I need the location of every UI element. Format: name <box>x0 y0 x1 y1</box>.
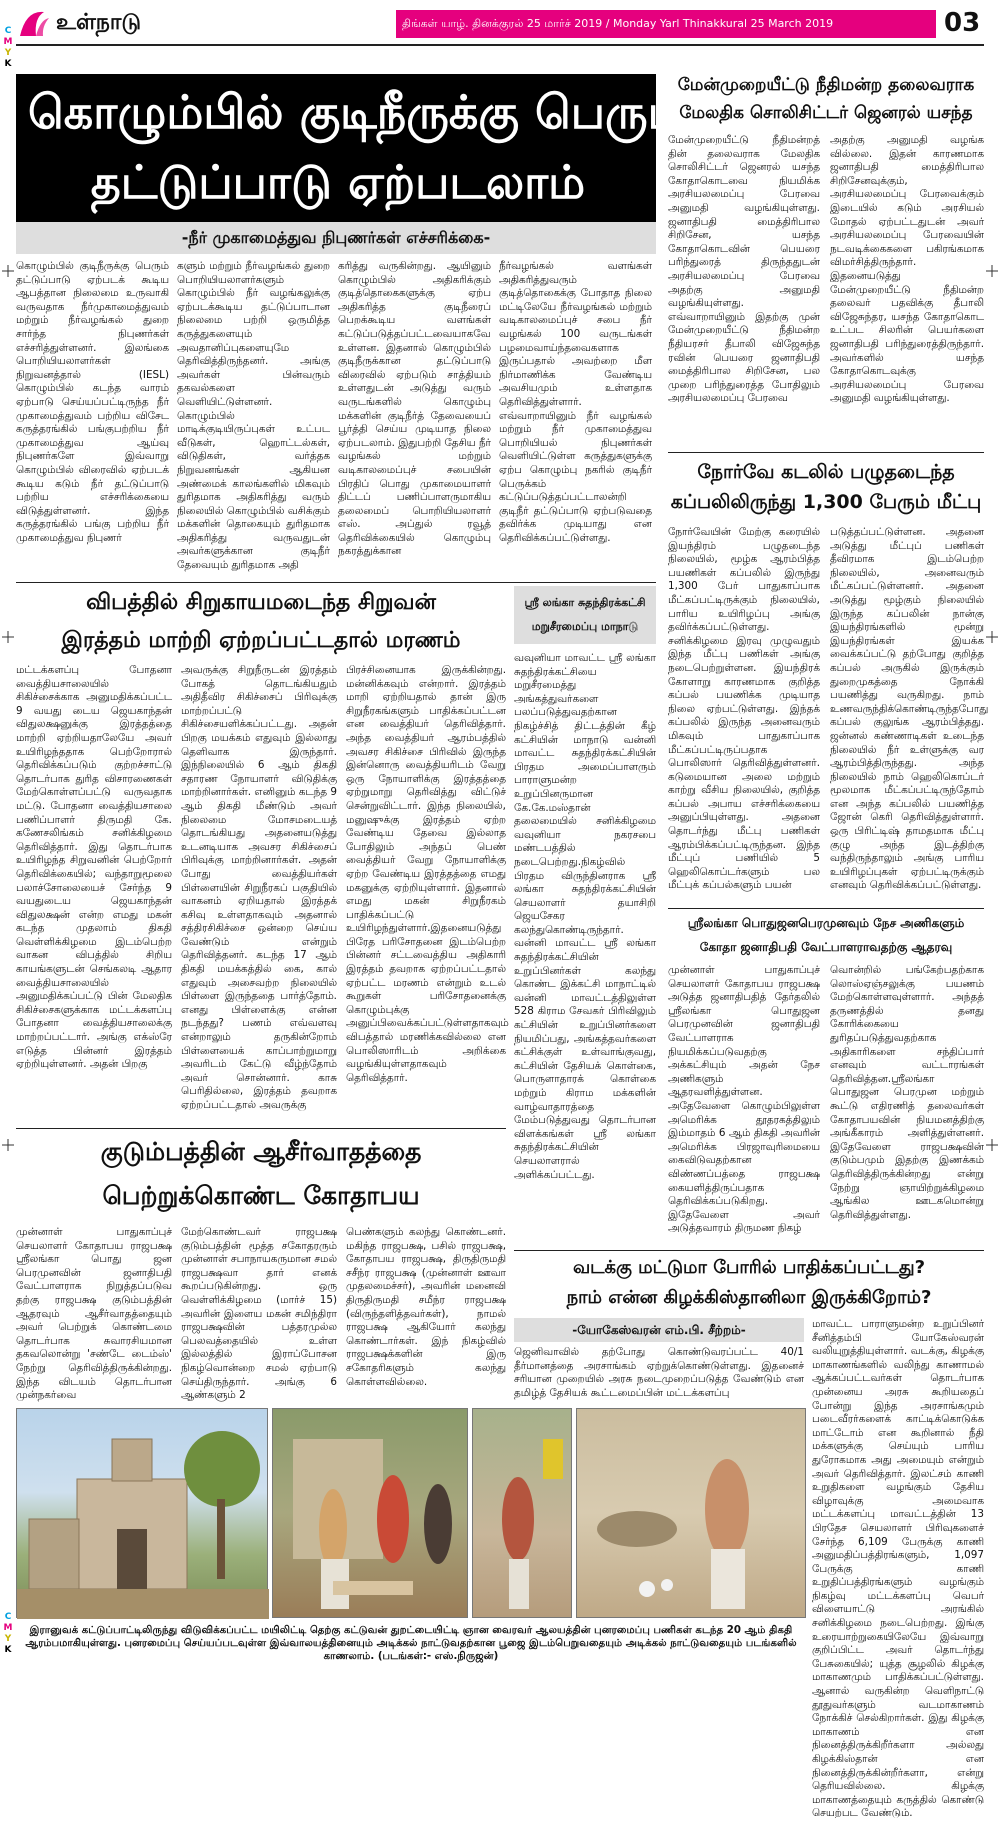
norway-headline-line2: கப்பலிலிருந்து 1,300 பேரும் மீட்பு <box>670 491 982 513</box>
norway-rule <box>668 452 984 453</box>
cj-headline-line1: மேன்முறையீட்டு நீதிமன்ற தலைவராக <box>677 75 975 95</box>
section-label: உள்நாடு <box>56 10 142 35</box>
north-headline-line2: நாம் என்ன கிழக்கிஸ்தானிலா இருக்கிறோம்? <box>566 1287 932 1308</box>
accident-column-1: மட்டக்களப்பு போதனா வைத்தியசாலையில் சிகிச்சைக்காக அனுமதிக்கப்பட்ட 9 வயது டைய ஜெயகாந்தன் விதுலக்ஷனுக்கு இரத்தத்தை மாற்றி ஏற்றியதாலேயே அவர் உயிரிழந்ததாக பெற்றோரால் தெரிவிக்கப்படும் குற்றச்சாட்டு தொடர்பாக துரித விசாரணைகள் மேற்கொள்ளப்பட்டு வருவதாக மட்டு. போதனா வைத்தியசாலை பணிப்பாளர் திருமதி கே. கணேசலிங்கம் சனிக்கிழமை தெரிவித்தார். இது தொடர்பாக உயிரிழந்த சிறுவனின் பெற்றோர் தெரிவிக்கையில்; வந்தாறுமூலை பலாச்சோலையைச் சேர்ந்த 9 வயதுடைய ஜெயகாந்தன் விதுலக்ஷன் என்ற எமது மகன் கடந்த முதலாம் திகதி வெள்ளிக்கிழமை இடம்பெற்ற வாகன விபத்தில் சிறிய காயங்களுடன் செங்கலடி ஆதார வைத்தியசாலையில் அனுமதிக்கப்பட்டு பின் மேலதிக சிகிச்சைகளுக்காக மட்டக்களப்பு போதனா வைத்தியசாலைக்கு மாற்றப்பட்டார். அங்கு எக்ஸ்ரே எடுத்த பின்னர் இரத்தம் ஏற்றியுள்ளனர். அதன் பிறகு <box>16 664 172 1071</box>
norway-column-1: நோர்வேயின் மேற்கு கரையில் இயந்திரம் பழுதடைந்த நிலையில், மூழ்க ஆரம்பித்த பயணிகள் கப்பலில் இருந்து 1,300 பேர் பாதுகாப்பாக மீட்கப்பட்டிருக்கும் நிலையில், பாரிய உயிரிழப்பு அங்கு தவிர்க்கப்பட்டுள்ளது. சனிக்கிழமை இரவு முழுவதும் இந்த மீட்பு பணிகள் அங்கு நடைபெற்றுள்ளன. இயந்திரக் கோளாறு காரணமாக குறித்த கப்பல் பயணிக்க முடியாத நிலை ஏற்பட்டுள்ளது. இந்தக் கப்பலில் இருந்த அனைவரும் மிகவும் பாதுகாப்பாக மீட்கப்பட்டிருப்பதாக பொலிஸார் தெரிவித்துள்ளனர். கடுமையான அலை மற்றும் காற்று வீசிய நிலையில், குறித்த கப்பல் அபாய எச்சரிக்கையை அனுப்பியுள்ளது. அதனை தொடர்ந்து மீட்பு பணிகள் ஆரம்பிக்கப்பட்டிருந்தன. இந்த மீட்புப் பணியில் 5 ஹெலிகொப்டர்களும் பல மீட்புக் கப்பல்களும் பயன் <box>668 526 820 892</box>
gota-column-2: மேற்கொண்டவர் ராஜபக்ஷ குடும்பத்தின் மூத்த சகோதரரும் முன்னாள் சபாநாயகருமான சமல் ராஜபக்ஷவா தார் எனக் கூறப்படுகின்றது. ஒரு வெள்ளிக்கிழமை (மார்ச் 15) அவரின் இளைய மகன் சமிந்திரா ராஜபக்ஷவின் பத்தரமுல்ல பெலவத்தையில் உள்ள இல்லத்தில் இராப்போசன நிகழ்வொன்றை சமல் ஏற்பாடு செய்திருந்தார். அங்கு 6 ஆண்களும் 2 <box>181 1226 337 1402</box>
crosshair-right-top-icon <box>986 262 998 274</box>
cj-column-1: மேன்முறையீட்டு நீதிமன்றத் தின் தலைவராக மேலதிக சொலிசிட்டர் ஜெனரல் யசந்த கோதாகொடவை நியமிக்க அரசியலமைப்பு பேரவை அனுமதி வழங்கியுள்ளது. ஜனாதிபதி மைத்திரிபால சிறிசேன, யசந்த கோதாகொடவின் பெயரை பரிந்துரைத் திருந்ததுடன் அரசியலமைப்பு பேரவை அதற்கு அனுமதி வழங்கியுள்ளது. எவ்வாறாயினும் இதற்கு முன் மேன்முறையீட்டு நீதிமன்ற நீதியரசர் தீபாலி விஜேசுந்த ரவின் பெயரை ஜனாதிபதி மைத்திரிபால சிறிசேன, பல முறை பரிந்துரைத்த போதிலும் அரசியலமைப்பு பேரவை <box>668 134 820 405</box>
support-column-1: முன்னாள் பாதுகாப்புச் செயலாளர் கோதாபய ராஜபக்ஷ அடுத்த ஜனாதிபதித் தேர்தலில் ஸ்ரீலங்கா பொதுஜன பெரமுனவின் ஜனாதிபதி வேட்பாளராக நியமிக்கப்படுவதற்கு அக்கட்சியும் அதன் நேச அணிகளும் ஆதரவளித்துள்ளன. அதேவேளை கொழும்பிலுள்ள அமெரிக்க தூதரகத்திலும் இம்மாதம் 6 ஆம் திகதி அவரின் அமெரிக்க பிரஜாவுரிமையை கைவிடுவதற்கான விண்ணப்பத்தை ராஜபக்ஷ கையளித்திருப்பதாக தெரிவிக்கப்படுகிறது. இதேவேளை அவர் அடுத்தவாரம் திருமண நிகழ் <box>668 964 820 1235</box>
north-headline-line1: வடக்கு மட்டுமா போரில் பாதிக்கப்பட்டது? <box>572 1257 926 1278</box>
crosshair-left-icon <box>2 628 14 640</box>
lead-subhead-box <box>16 222 656 254</box>
slfp-kicker-line2: மறுசீரமைப்பு மாநாடு <box>531 620 639 633</box>
support-headline-line1: ஸ்ரீலங்கா பொதுஜனபெரமுனவும் நேச அணிகளும் <box>687 916 965 930</box>
lead-column-1: கொழும்பில் குடிநீருக்கு பெரும் தட்டுப்பாடு ஏற்படக் கூடிய ஆபத்தான நிலைமை உருவாகி வருவதாக நீர்முகாமைத்துவம் மற்றும் நீர்வழங்கல் துறை சார்ந்த நிபுணர்கள் எச்சரித்துள்ளனர். இலங்கை பொறியியலாளர்கள் நிறுவனத்தால் (IESL) கொழும்பில் கடந்த வாரம் ஏற்பாடு செய்யப்பட்டிருந்த நீர் முகாமைத்துவம் பற்றிய விசேட கருத்தரங்கில் பங்குபற்றிய நீர் முகாமைத்துவ ஆய்வு நிபுணர்களே இவ்வாறு கொழும்பில் விரைவில் ஏற்படக் கூடிய கடும் நீர் தட்டுப்பாடு பற்றிய எச்சரிக்கையை விடுத்துள்ளனர். இந்த கருத்தரங்கில் பங்கு பற்றிய நீர் முகாமைத்துவ நிபுணர் <box>16 260 169 544</box>
photo-caption: இரானுவக் கட்டுப்பாட்டிலிருந்து விடுவிக்கப்பட்ட மயிலிட்டி தெற்கு கட்டுவன் துறட்டையிட்டி ஞான வைரவர் ஆலயத்தின் புனரமைப்பு பணிகள் கடந்த 20 ஆம் திகதி ஆரம்பமாகியுள்ளது. புனரமைப்பு செய்யப்படவுள்ள இவ்வாலயத்தினையும் அடிக்கல் நாட்டுவதற்கான பூஜை இடம்பெறுவதையும் அடிக்கல் நாட்டுவதையும் படங்களில் காணலாம். (படங்கள்:- எஸ்.நிருஜன்) <box>25 1625 797 1662</box>
cj-headline-line2: மேலதிக சொலிசிட்டர் ஜெனரல் யசந்த <box>679 103 973 123</box>
support-column-2: வொன்றில் பங்கேற்பதற்காக லொஸ்ஏஞ்சலுக்கு பயணம் மேற்கொள்ளவுள்ளார். அந்தத் தருணத்தில் தனது கோரிக்கையை துரிதப்படுத்துவதற்காக அதிகாரிகளை சந்திப்பார் எனவும் வட்டாரங்கள் தெரிவித்தன.ஸ்ரீலங்கா பொதுஜன பெரமுன மற்றும் கூட்டு எதிரணித் தலைவர்கள் கோதாபயவின் நியமனத்திற்கு அங்கீகாரம் அளித்துள்ளனர். இதேவேளை ராஜபக்ஷவின் குடும்பமும் இதற்கு இணக்கம் தெரிவித்திருக்கின்றது என்று நேற்று ஞாயிற்றுக்கிழமை ஆங்கில ஊடகமொன்று தெரிவித்துள்ளது. <box>830 964 984 1221</box>
digging-site-photo <box>472 1408 572 1618</box>
dateline: திங்கள் யாழ். தினக்குரல் 25 மார்ச் 2019 / Monday Yarl Thinakkural 25 March 2019 <box>402 17 834 30</box>
gota-rule <box>16 1128 506 1129</box>
foundation-stone-photo <box>576 1408 806 1618</box>
slfp-kicker-line1: ஸ்ரீ லங்கா சுதந்திரக்கட்சி <box>524 596 646 609</box>
norway-column-2: படுத்தப்பட்டுள்ளன. அதனை அடுத்து மீட்புப் பணிகள் தீவிரமாக இடம்பெற்ற நிலையில், அனைவரும் மீட்கப்பட்டுள்ளனர். அதனை அடுத்து மூழ்கும் நிலையில் இருந்த கப்பலின் நான்கு இயந்திரங்களில் மூன்று இயந்திரங்கள் இயக்க வைக்கப்பட்டு தற்போது குறித்த கப்பல் அருகில் இருக்கும் துறைமுகத்தை நோக்கி பயணித்து வருகிறது. நாம் உணவருந்திக்கொண்டிருந்தபோது கப்பல் குலுங்க ஆரம்பித்தது. ஜன்னல் கண்ணாடிகள் உடைந்த நிலையில் நீர் உள்ளுக்கு வர ஆரம்பித்திருந்தது. அந்த நிலையில் நாம் ஹெலிகொப்டர் மூலமாக மீட்கப்பட்டிருந்தோம் என அந்த கப்பலில் பயணித்த ஜோன் கெரி தெரிவித்துள்ளார். ஒரு பிரிட்டிஷ் தாமதமாக மீட்பு குழு அந்த இடத்திற்கு வந்திருந்தாலும் அங்கு பாரிய உயிரிழப்புகள் ஏற்பட்டிருக்கும் எனவும் தெரிவிக்கப்பட்டுள்ளது. <box>830 526 989 892</box>
lead-column-2: களும் மற்றும் நீர்வழங்கல் துறை பொறியியலாளர்களும் கொழும்பில் நீர் வழங்கலுக்கு ஏற்படக்கூடிய தட்டுப்பாடான நிலைமை பற்றி ஒருமித்த கருத்துகளையும் அவதானிப்புகளையுமே தெரிவித்திருந்தனர். அங்கு அவர்கள் பின்வரும் தகவல்களை வெளியிட்டுள்ளனர். கொழும்பில் மாடிக்குடியிருப்புகள் உட்பட வீடுகள், ஹொட்டல்கள், விடுதிகள், வர்த்தக நிறுவனங்கள் ஆகியன அண்மைக் காலங்களில் மிகவும் துரிதமாக அதிகரித்து வரும் நிலையில் கொழும்பில் வசிக்கும் மக்களின் தொகையும் துரிதமாக அதிகரித்து வருவதுடன் அவர்களுக்கான குடிநீர் தேவையும் துரிதமாக அதி <box>177 260 330 572</box>
crosshair-left-top-icon <box>2 262 14 274</box>
slfp-kicker-box <box>514 586 656 644</box>
cj-column-2: அதற்கு அனுமதி வழங்க வில்லை. இதன் காரணமாக ஜனாதிபதி மைத்திரிபால சிறிசேனவுக்கும், அரசியலமைப்பு பேரவைக்கும் இடையில் கடும் அரசியல் மோதல் ஏற்பட்டதுடன் அவர் அரசியலமைப்பு பேரவையின் நடவடிக்கைகளை பகிரங்கமாக விமர்சித்திருந்தார். இதனையடுத்து மேன்முறையீட்டு நீதிமன்ற தலைவர் பதவிக்கு தீபாலி விஜேசுந்தர, யசந்த கோதாகொட உட்பட சிலரின் பெயர்களை ஜனாதிபதி பரிந்துரைத்திருந்தார். அவர்களில் யசந்த கோதாகொடவுக்கு அரசியலமைப்பு பேரவை அனுமதி வழங்கியுள்ளது. <box>830 134 984 405</box>
cmyk-marker-bottom: C M Y K <box>3 1612 13 1655</box>
masthead-rule <box>16 44 984 46</box>
accident-headline-line2: இரத்தம் மாற்றி ஏற்றப்பட்டதால் மரணம் <box>61 628 461 653</box>
crosshair-right-icon <box>986 628 998 640</box>
gota-headline-line1: குடும்பத்தின் ஆசீர்வாதத்தை <box>100 1137 422 1166</box>
lead-headline-line2: தட்டுப்பாடு ஏற்படலாம் <box>90 155 586 209</box>
accident-column-3: பிரச்சினையாக இருக்கின்றது. மன்னிக்கவும் என்றார். இரத்தம் மாறி ஏற்றியதால் தான் இரு சிறுநீரகங்களும் பாதிக்கப்பட்டன என வைத்தியர் தெரிவித்தார். அந்த வைத்தியர் ஆரம்பத்தில் அவசர சிகிச்சை பிரிவில் இருந்த இன்னொரு வைத்தியரிடம் வேறு ஒரு நோயாளிக்கு இரத்தத்தை ஏற்றுமாறு தெரிவித்து விட்டுச் சென்றுவிட்டார். இந்த நிலையில், மனுஷுக்கு இரத்தம் ஏற்ற வேண்டிய தேவை இல்லாத போதிலும் அந்தப் பெண் வைத்தியர் வேறு நோயாளிக்கு ஏற்ற வேண்டிய இரத்தத்தை எமது மகனுக்கு ஏற்றியுள்ளார். இதனால் எமது மகன் சிறுநீரகம் பாதிக்கப்பட்டு உயிரிழந்துள்ளார்.இதனையடுத்து பிரேத பரிசோதனை இடம்பெற்ற பின்னர் சட்டவைத்திய அதிகாரி இரத்தம் தவறாக ஏற்றப்பட்டதால் ஏற்பட்ட மரணம் என்றும் உடல் கூறுகள் பரிசோதனைக்கு கொழும்புக்கு அனுப்பிவைக்கப்பட்டுள்ளதாகவும் விபத்தால் மரணிக்கவில்லை என பொலிஸாரிடம் அறிக்கை வழங்கியுள்ளதாகவும் தெரிவித்தார். <box>346 664 509 1084</box>
masthead <box>0 0 1000 46</box>
lead-subhead: -நீர் முகாமைத்துவ நிபுணர்கள் எச்சரிக்கை- <box>181 228 491 247</box>
lead-headline-box <box>16 74 685 222</box>
north-rule <box>514 1250 984 1251</box>
lead-column-3: கரித்து வருகின்றது. ஆயினும் கொழும்பில் அதிகரிக்கும் குடித்தொகைகளுக்கு ஏற்ப அதிகரித்த குடிநீரைப் பெறக்கூடிய வளங்கள் கட்டுப்படுத்தப்பட்டவையாகவே உள்ளன. இதனால் கொழும்பில் குடிநீருக்கான தட்டுப்பாடு விரைவில் ஏற்படும் சாத்தியம் உள்ளதுடன் அடுத்து வரும் வருடங்களில் கொழும்பு மக்களின் குடிநீர்த் தேவையைப் பூர்த்தி செய்ய முடியாத நிலை ஏற்படலாம். இதுபற்றி தேசிய நீர் வழங்கல் மற்றும் வடிகாலமைப்புச் சபையின் பிரதிப் பொது முகாமையாளர் திட்டப் பணிப்பாளருமாகிய தலைமைப் பொறியியலாளர் எஸ். அப்துல் ரவூத் தெரிவிக்கையில் கொழும்பு நகரத்துக்கான <box>338 260 491 558</box>
crosshair-right-bottom-icon <box>986 1136 998 1148</box>
slfp-body: வவுனியா மாவட்ட ஸ்ரீ லங்கா சுதந்திரக்கட்சியை மறுசீரமைத்து அங்கத்துவர்களை பலப்படுத்துவதற்கான நிகழ்ச்சித் திட்டத்தின் கீழ் கட்சியின் மாநாடு வன்னி மாவட்ட சுதந்திரக்கட்சியின் பிரதம அமைப்பாளரும் பாராளுமன்ற உறுப்பினருமான கே.கே.மஸ்தான் தலைமையில் சனிக்கிழமை வவுனியா நகரசபை மண்டபத்தில் நடைபெற்றது.நிகழ்வில் பிரதம விருந்தினராக ஸ்ரீ லங்கா சுதந்திரக்கட்சியின் செயலாளர் தயாசிறி ஜெயசேகர கலந்துகொண்டிருந்தார். வன்னி மாவட்ட ஸ்ரீ லங்கா சுதந்திரக்கட்சியின் உறுப்பினர்கள் கலந்து கொண்ட இக்கட்சி மாநாட்டில் வன்னி மாவட்டத்திலுள்ள 528 கிராம சேவகர் பிரிவிலும் கட்சியின் உறுப்பினர்களை நியமிப்பது, அங்கத்தவர்களை கட்சிக்குள் உள்வாங்குவது, கட்சியின் தேசியக் கொள்கை, பொருளாதாரக் கொள்கை மற்றும் கிராம மக்களின் வாழ்வாதாரத்தை மேம்படுத்துவது தொடர்பான விளக்கங்கள் ஸ்ரீ லங்கா சுதந்திரக்கட்சியின் செயலாளரால் அளிக்கப்பட்டது. <box>514 652 656 1181</box>
north-intro: ஜெனிவாவில் தற்போது கொண்டுவரப்பட்ட 40/1 தீர்மானத்தை அரசாங்கம் ஏற்றுக்கொண்டுள்ளது. இதனைச் சரியான முறையில் அரசு நடைமுறைப்படுத்த வேண்டும் என தமிழ்த் தேசியக் கூட்டமைப்பின் மட்டக்களப்பு <box>514 1346 804 1399</box>
accident-headline-line1: விபத்தில் சிறுகாயமடைந்த சிறுவன் <box>86 590 436 615</box>
north-byline: -யோகேஸ்வரன் எம்.பி. சீற்றம்- <box>572 1323 746 1337</box>
north-side-column: மாவட்ட பாராளுமன்ற உறுப்பினர் சீனித்தம்பி யோகேஸ்வரன் வலியுறுத்தியுள்ளார். வடக்கு, கிழக்கு மாகாணங்களில் வலிந்து காணாமல் ஆக்கப்பட்டவர்கள் தொடர்பாக முன்னைய அரசு கூறியதைப் போன்று இந்த அரசாங்கமும் படைவீரர்களைக் காட்டிக்கொடுக்க மாட்டோம் என கூறினால் நீதி மக்களுக்கு செய்யும் பாரிய துரோகமாக அது அமையும் என்றும் அவர் தெரிவித்தார். இலட்சம் காணி உறுதிகளை வழங்கும் தேசிய விழாவுக்கு அமைவாக மட்டக்களப்பு மாவட்டத்தின் 13 பிரதேச செயலாளர் பிரிவுகளைச் சேர்ந்த 6,109 பேருக்கு காணி அனுமதிப்பத்திரங்களும், 1,097 பேருக்கு காணி உறுதிப்பத்திரங்களும் வழங்கும் நிகழ்வு மட்டக்களப்பு வெபர் விளையாட்டு அரங்கில் சனிக்கிழமை நடைபெற்றது. இங்கு உரையாற்றுகையிலேயே இவ்வாறு குறிப்பிட்ட அவர் தொடர்ந்து பேசுகையில்; யுத்த சூழலில் கிழக்கு மாகாணமும் பாதிக்கப்பட்டுள்ளது. ஆனால் வருகின்ற வெளிநாட்டு தூதுவர்களும் வடமாகாணம் நோக்கிச் செல்கிறார்கள். இது கிழக்கு மாகாணம் என நினைத்திருக்கிறீர்களா அல்லது கிழக்கிஸ்தான் என நினைத்திருக்கின்றீர்களா, என்று தெரியவில்லை. கிழக்கு மாகாணத்தையும் கருத்தில் கொண்டு செயற்பட வேண்டும். <box>812 1318 984 1820</box>
lead-column-4: நீர்வழங்கல் வளங்கள் அதிகரித்துவரும் குடித்தொகைக்கு போதாத நிலை மட்டிலேயே நீர்வழங்கல் மற்றும் வடிகாலமைப்புச் சபை நீர் வழங்கல் 100 வருடங்கள் பழமைவாய்ந்தவைகளாக இருப்பதால் அவற்றை மீள நிர்மாணிக்க வேண்டிய அவசியமும் உள்ளதாக தெரிவித்துள்ளார். எவ்வாறாயினும் நீர் வழங்கல் மற்றும் நீர் முகாமைத்துவ பொறியியல் நிபுணர்கள் வெளியிட்டுள்ள கருத்துகளுக்கு ஏற்ப கொழும்பு நகரில் குடிநீர் பெருக்கம் கட்டுப்படுத்தப்பட்டாலன்றி குடிநீர் தட்டுப்பாடு ஏற்படுவதை தவிர்க்க முடியாது என தெரிவிக்கப்பட்டுள்ளது. <box>499 260 652 544</box>
north-byline-box <box>514 1318 804 1342</box>
cmyk-marker-top: C M Y K <box>3 26 13 69</box>
support-rule <box>668 908 984 909</box>
crosshair-left-bottom-icon <box>2 1136 14 1148</box>
dateline-bar <box>396 10 936 38</box>
newspaper-logo-icon <box>16 6 52 40</box>
gota-headline-line2: பெற்றுக்கொண்ட கோதாபய <box>102 1181 420 1210</box>
accident-column-2: அவருக்கு சிறுநீருடன் இரத்தம் போகத் தொடங்கியதும் அதிதீவிர சிகிச்சைப் பிரிவுக்கு மாற்றப்பட்டு சிகிச்சையளிக்கப்பட்டது. அதன் பிறகு மயக்கம் எதுவும் இல்லாது தெளிவாக இருந்தார். இந்நிலையில் 6 ஆம் திகதி சதாரண நோயாளர் விடுதிக்கு மாற்றினார்கள். எனினும் கடந்த 9 ஆம் திகதி மீண்டும் அவர் நிலைமை மோசமடையத் தொடங்கியது அதனையடுத்து உடனடியாக அவசர சிகிச்சைப் பிரிவுக்கு மாற்றினார்கள். அதன் போது வைத்தியர்கள் பிள்ளையின் சிறுநீரகப் பகுதியில் வாகனம் ஏறியதால் இரத்தக் கசிவு உள்ளதாகவும் அதனால் சத்திரசிகிச்சை ஒன்றை செய்ய வேண்டும் என்றும் தெரிவித்தனர். கடந்த 17 ஆம் திகதி மயக்கத்தில் கை, கால் எதுவும் அசைவற்ற நிலையில் பிள்ளை இருந்ததை பார்த்தோம். எனது பிள்ளைக்கு என்ன நடந்தது? பணம் எவ்வளவு என்றாலும் தருகின்றோம் பிள்ளையைக் காப்பாற்றுமாறு அவரிடம் கேட்டு வீழ்ந்தோம் அவர் சொன்னார். காசு பெரிதில்லை, இரத்தம் தவறாக ஏற்றப்பட்டதால் அவருக்கு <box>181 664 337 1111</box>
support-headline-line2: கோதா ஜனாதிபதி வேட்பாளராவதற்கு ஆதரவு <box>699 940 953 954</box>
accident-rule <box>16 582 656 583</box>
temple-ruins-photo <box>16 1408 268 1618</box>
page-number: 03 <box>944 8 981 38</box>
gota-column-1: முன்னாள் பாதுகாப்புச் செயலாளர் கோதாபய ராஜபக்ஷ ஸ்ரீலங்கா பொது ஜன பெரமுனவின் ஜனாதிபதி வேட்பாளராக நிறுத்தப்படுவ தற்கு ராஜபக்ஷ குடும்பத்தின் ஆதரவும் ஆசீர்வாதத்தையும் அவர் பெற்றுக் கொண்டமை தொடர்பாக சுவாரசியமான தகவலொன்று 'சண்டே டைம்ஸ்' நேற்று தெரிவித்திருக்கின்றது. இந்த விடயம் தொடர்பான முன்நகர்வை <box>16 1226 172 1402</box>
gota-column-3: பெண்களும் கலந்து கொண்டனர். மகிந்த ராஜபக்ஷ, பசில் ராஜபக்ஷ, கோதாபய ராஜபக்ஷ, திருதிருமதி சசீந்ர ராஜபக்ஷ (முன்னாள் ஊவா முதலமைச்சர்), அவரின் மனைவி திருதிருமதி சமீந்ர ராஜபக்ஷ (விருந்தளித்தவர்கள்), நாமல் ராஜபக்ஷ ஆகியோர் கலந்து கொண்டார்கள். இந் நிகழ்வில் ராஜபக்ஷக்களின் இரு சகோதரிகளும் கலந்து கொள்ளவில்லை. <box>346 1226 506 1388</box>
norway-headline-line1: நோர்வே கடலில் பழுதடைந்த <box>697 461 955 483</box>
lead-headline-line1: கொழும்பில் குடிநீருக்கு பெரும் <box>28 85 685 139</box>
pooja-ceremony-photo <box>272 1408 468 1618</box>
